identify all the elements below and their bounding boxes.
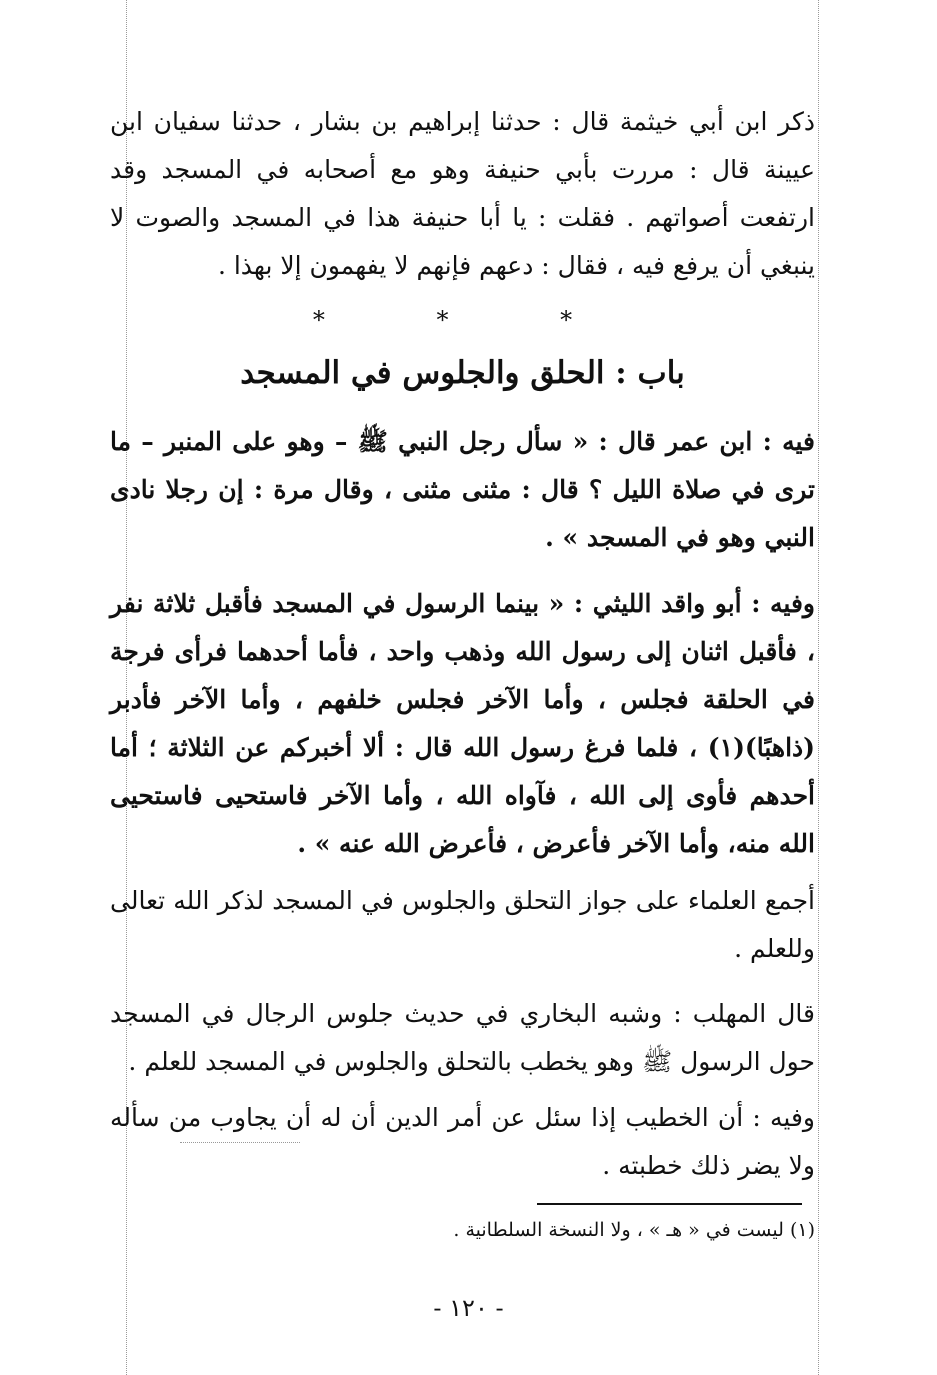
page-number: - ١٢٠ - — [433, 1294, 504, 1322]
footnote: (١) ليست في « هـ » ، ولا النسخة السلطانية . — [453, 1219, 815, 1241]
paragraph-ijma: أجمع العلماء على جواز التحلق والجلوس في المسجد لذكر الله تعالى وللعلم . — [110, 886, 815, 963]
paragraph-ibn-abi-khaythama: ذكر ابن أبي خيثمة قال : حدثنا إبراهيم بن بشار ، حدثنا سفيان ابن عيينة قال : مررت بأبي حنيفة وهو مع أصحابه في المسجد وقد ارتفعت أصواتهم . فقلت : يا أبا حنيفة هذا في المسجد والصوت لا ينبغي أن يرفع فيه ، فقال : دعهم فإنهم لا يفهمون إلا بهذا . — [110, 107, 815, 280]
paragraph-muhallab: قال المهلب : وشبه البخاري في حديث جلوس الرجال في المسجد حول الرسول ﷺ وهو يخطب بالتحلق والجلوس في المسجد للعلم . — [110, 999, 815, 1076]
footnote-separator — [537, 1203, 802, 1205]
intro-paragraph-block — [110, 98, 815, 290]
chapter-heading: باب : الحلق والجلوس في المسجد — [240, 355, 685, 391]
paragraph-abu-waqid: وفيه : أبو واقد الليثي : « بينما الرسول في المسجد فأقبل ثلاثة نفر ، فأقبل اثنان إلى رسول الله وذهب واحد ، فأما أحدهما فرأى فرجة في الحلقة فجلس ، وأما الآخر فجلس خلفهم ، وأما الآخر فأدبر (ذاهبًا)(١) ، فلما فرغ رسول الله قال : ألا أخبركم عن الثلاثة ؛ أما أحدهم فأوى إلى الله ، فآواه الله ، وأما الآخر فاستحيى فاستحيى الله منه، وأما الآخر فأعرض ، فأعرض الله عنه » . — [110, 589, 815, 858]
scan-dotted-line — [818, 0, 819, 1375]
hadith-ibn-umar-block — [110, 418, 815, 562]
ijma-block — [110, 877, 815, 973]
hadith-abu-waqid-block — [110, 580, 815, 868]
section-divider-stars: * * * — [312, 306, 625, 334]
paragraph-ibn-umar: فيه : ابن عمر قال : « سأل رجل النبي ﷺ – وهو على المنبر – ما ترى في صلاة الليل ؟ قال : مثنى مثنى ، وقال مرة : إن رجلا نادى النبي وهو في المسجد » . — [110, 427, 815, 552]
khatib-block — [110, 1094, 815, 1190]
paragraph-khatib: وفيه : أن الخطيب إذا سئل عن أمر الدين أن له أن يجاوب من سأله ولا يضر ذلك خطبته . — [110, 1103, 815, 1180]
muhallab-block — [110, 990, 815, 1086]
